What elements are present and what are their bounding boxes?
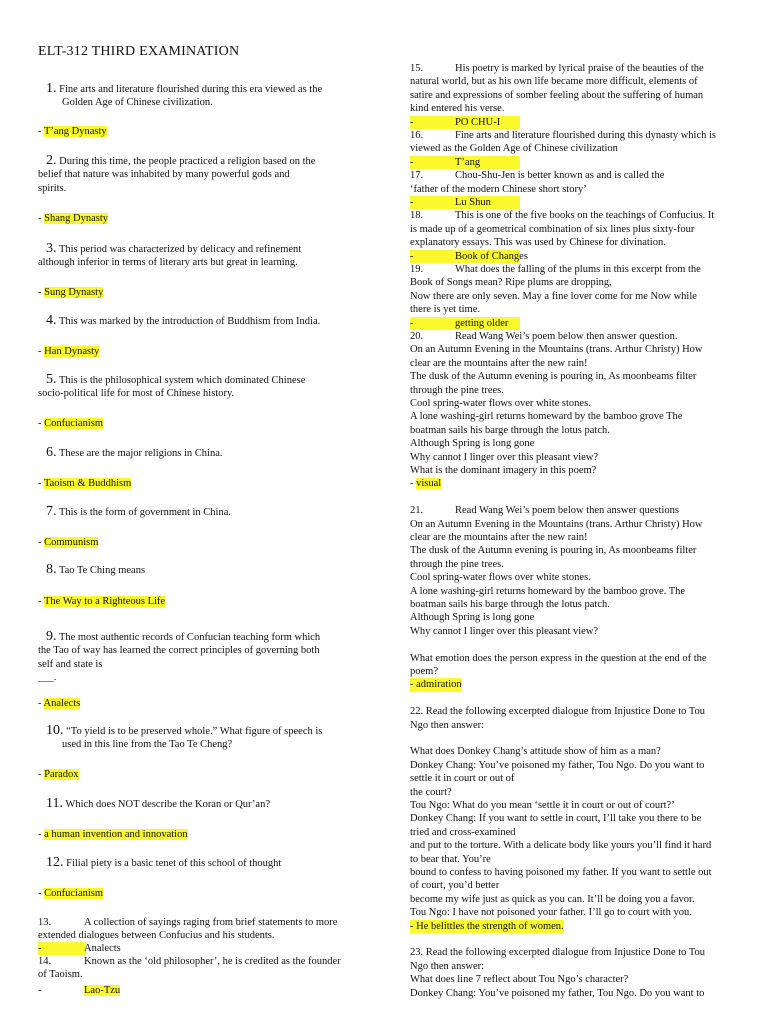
question-line: - admiration [410, 679, 462, 691]
answer-row [410, 250, 528, 263]
question-line: This is the philosophical system which dominated Chinese [58, 375, 306, 386]
question-line: and put to the torture. With a delicate body like yours you’ll find it hard [410, 840, 712, 852]
question-text [38, 82, 356, 96]
answer-dash: - [38, 769, 42, 780]
question-line: bound to confess to having poisoned my father. If you want to settle out [410, 867, 712, 878]
question-line: What does Donkey Chang’s attitude show of him as a man? [410, 746, 661, 758]
question-line: clear are the mountains after the new rain! [410, 532, 588, 543]
question-item [38, 373, 356, 401]
question-line: 23. Read the following excerpted dialogue from Injustice Done to Tou [410, 947, 706, 959]
answer-dash: - [38, 418, 42, 429]
question-line: satire and expressions of somber feeling about the suffering of human [410, 89, 704, 101]
answer-highlight: Confucianism [44, 418, 104, 429]
question-text [410, 62, 704, 75]
question-text [38, 505, 356, 519]
answer-dash: - [38, 213, 42, 224]
question-line: Fine arts and literature flourished during this era viewed as the [59, 84, 323, 95]
question-line: During this time, the people practiced a religion based on the [59, 156, 316, 167]
question-number: 5. [46, 372, 57, 387]
question-number: 16. [410, 130, 424, 141]
question-line: Cool spring-water flows over white stones. [410, 398, 591, 409]
question-item [38, 724, 356, 752]
question-line: viewed as the Golden Age of Chinese civilization [410, 143, 618, 155]
answer-row [38, 697, 80, 710]
question-line: This period was characterized by delicacy and refinement [58, 244, 302, 255]
answer-highlight: visual [416, 478, 442, 490]
question-line: kind entered his verse. [410, 103, 505, 115]
question-line: Read Wang Wei’s poem below then answer questions [455, 505, 679, 517]
question-line: What emotion does the person express in the question at the end of the [410, 652, 707, 664]
answer-highlight: Book of Changes [455, 250, 528, 262]
question-line: of court, you’d better [410, 880, 500, 892]
question-line: His poetry is marked by lyrical praise of the beauties of the [455, 63, 704, 74]
question-line: Read Wang Wei’s poem below then answer question. [455, 331, 678, 342]
answer-row [38, 212, 108, 225]
question-text [38, 916, 337, 929]
question-line: Fine arts and literature flourished during this dynasty which is [455, 130, 716, 141]
question-number: 4. [46, 313, 57, 328]
question-line: although inferior in terms of literary arts but great in learning. [38, 257, 298, 269]
answer-row [38, 828, 188, 841]
answer-highlight: Analects [43, 698, 81, 709]
question-line: Donkey Chang: You’ve poisoned my father, Tou Ngo. Do you want to [410, 987, 705, 999]
answer-highlight: PO CHU-I [455, 116, 501, 128]
question-line: of Taoism. [38, 969, 83, 980]
answer-highlight: Communism [44, 537, 99, 548]
question-line: natural world, but as his own life became more difficult, elements of [410, 76, 698, 88]
question-line: These are the major religions in China. [58, 448, 223, 459]
question-line: through the pine trees. [410, 384, 504, 396]
question-number: 8. [46, 562, 57, 577]
answer-dash: - [38, 346, 42, 357]
question-line: through the pine trees. [410, 558, 504, 570]
answer-dash: - [410, 156, 414, 168]
answer-row [38, 595, 165, 608]
question-line: explanatory essays. This was used by Chinese for divination. [410, 237, 666, 249]
answer-highlight: Lu Shun [455, 197, 491, 208]
question-item [38, 563, 356, 577]
answer-dash: - [38, 829, 42, 840]
question-line: Chou-Shu-Jen is better known as and is called the [455, 170, 665, 182]
answer-row [38, 477, 131, 490]
question-line: the Tao of way has learned the correct principles of governing both [38, 645, 320, 657]
answer-row [38, 417, 103, 430]
question-text [38, 314, 356, 328]
answer-dash: - [38, 126, 42, 137]
question-line: The most authentic records of Confucian teaching form which [58, 632, 321, 643]
question-line: Now there are only seven. May a fine lover come for me Now while [410, 290, 697, 302]
question-item [38, 797, 356, 811]
question-number: 6. [46, 445, 57, 460]
question-line: On an Autumn Evening in the Mountains (trans. Arthur Christy) How [410, 518, 703, 530]
question-line: - He belittles the strength of women. [410, 920, 564, 932]
question-item [38, 242, 356, 270]
answer-dash: - [38, 943, 42, 954]
answer-row [38, 984, 120, 997]
question-line: Book of Songs mean? Ripe plums are dropping, [410, 277, 612, 289]
answer-highlight: Shang Dynasty [44, 213, 108, 224]
question-text [38, 724, 356, 738]
answer-highlight: Confucianism [44, 888, 104, 899]
question-line: Why cannot I linger over this pleasant view? [410, 625, 599, 637]
question-line: spirits. [38, 182, 67, 194]
question-line: The dusk of the Autumn evening is pouring in, As moonbeams filter [410, 545, 697, 557]
answer-highlight: a human invention and innovation [44, 829, 188, 840]
question-number: 14. [38, 956, 52, 967]
question-number: 18. [410, 210, 424, 222]
question-line: The dusk of the Autumn evening is pouring in, As moonbeams filter [410, 371, 697, 383]
answer-dash: - [410, 116, 414, 128]
question-line: to bear that. You’re [410, 853, 491, 865]
question-number: 10. [46, 723, 64, 738]
question-number: 11. [46, 796, 63, 811]
question-line: tried and cross-examined [410, 826, 516, 838]
question-line: there is yet time. [410, 304, 480, 316]
question-line: the court? [410, 786, 452, 798]
question-line: extended dialogues between Confucius and his students. [38, 930, 275, 941]
question-line: self and state is [38, 658, 103, 670]
answer-highlight: Lao-Tzu [84, 985, 121, 996]
question-line: What does line 7 reflect about Tou Ngo’s character? [410, 974, 629, 986]
question-line: This was marked by the introduction of Buddhism from India. [58, 316, 321, 327]
question-line: A lone washing-girl returns homeward by the bamboo grove. The [410, 585, 686, 597]
answer-row [410, 116, 520, 129]
question-number: 20. [410, 331, 424, 342]
page-title: ELT-312 THIRD EXAMINATION [38, 44, 240, 59]
answer-dash: - [38, 985, 42, 996]
question-line: “To yield is to be preserved whole.” What figure of speech is [66, 726, 323, 737]
answer-dash: - [410, 478, 414, 490]
answer-row [38, 768, 79, 781]
question-item [38, 505, 356, 519]
question-text [38, 955, 341, 968]
answer-highlight: getting older [455, 317, 509, 329]
question-number: 12. [46, 855, 64, 870]
answer-row [410, 156, 520, 169]
question-text [38, 446, 356, 460]
answer-dash: - [410, 250, 414, 262]
question-text [410, 169, 664, 182]
answer-row [38, 286, 103, 299]
answer-highlight: T’ang [455, 156, 481, 168]
question-line: socio-political life for most of Chinese history. [38, 388, 235, 400]
answer-highlight: Analects [84, 943, 121, 954]
answer-highlight: Paradox [44, 769, 79, 780]
answer-row [38, 125, 107, 138]
answer-highlight: Taoism & Buddhism [43, 478, 132, 489]
answer-row [38, 887, 103, 900]
question-text [38, 630, 356, 644]
question-text [410, 504, 679, 517]
question-line: ‘father of the modern Chinese short story’ [410, 183, 587, 195]
question-line: become my wife just as quick as you can. It’ll be doing you a favor. [410, 893, 695, 905]
question-line: 22. Read the following excerpted dialogue from Injustice Done to Tou [410, 706, 706, 718]
question-line: Why cannot I linger over this pleasant view? [410, 451, 599, 463]
question-line: Donkey Chang: You’ve poisoned my father, Tou Ngo. Do you want to [410, 759, 705, 771]
question-line: clear are the mountains after the new rain! [410, 357, 588, 369]
question-line: Cool spring-water flows over white stones. [410, 572, 591, 584]
question-item [38, 82, 356, 110]
question-line: A lone washing-girl returns homeward by the bamboo grove The [410, 411, 683, 423]
question-text [410, 129, 716, 142]
answer-dash: - [38, 698, 42, 709]
question-line: What does the falling of the plums in this excerpt from the [455, 264, 701, 275]
answer-row [38, 536, 98, 549]
question-line: used in this line from the Tao Te Cheng? [62, 739, 233, 751]
question-item [38, 856, 356, 870]
question-line: Ngo then answer: [410, 960, 485, 972]
question-line: Tou Ngo: What do you mean ‘settle it in court or out of court?’ [410, 800, 675, 811]
question-line: Although Spring is long gone [410, 612, 535, 624]
question-text [38, 856, 356, 870]
question-line: boatman sails his barge through the lotus patch. [410, 424, 610, 436]
question-item [38, 154, 356, 195]
question-line: On an Autumn Evening in the Mountains (trans. Arthur Christy) How [410, 344, 703, 356]
question-line: Tao Te Ching means [58, 565, 146, 576]
answer-dash: - [410, 317, 414, 329]
answer-highlight: Sung Dynasty [44, 287, 104, 298]
answer-row [410, 477, 441, 490]
answer-row [38, 345, 99, 358]
question-line: This is the form of government in China. [58, 507, 231, 518]
question-line: Filial piety is a basic tenet of this school of thought [66, 858, 282, 869]
question-line: Ngo then answer: [410, 719, 485, 731]
question-number: 15. [410, 63, 424, 74]
answer-row [410, 196, 520, 209]
question-text [38, 154, 356, 168]
question-number: 2. [46, 153, 57, 168]
question-line: Although Spring is long gone [410, 438, 535, 450]
question-line: What is the dominant imagery in this poem? [410, 465, 597, 476]
question-line: This is one of the five books on the teachings of Confucius. It [455, 210, 715, 222]
answer-row [410, 317, 520, 330]
question-line: belief that nature was inhabited by many powerful gods and [38, 169, 290, 181]
question-text [410, 209, 714, 222]
answer-highlight: Han Dynasty [44, 346, 100, 357]
question-text [38, 563, 356, 577]
answer-dash: - [38, 478, 42, 489]
answer-dash: - [38, 888, 42, 899]
question-number: 3. [46, 241, 57, 256]
question-item [38, 314, 356, 328]
question-text [410, 330, 677, 343]
question-text [38, 373, 356, 387]
question-line: Golden Age of Chinese civilization. [62, 97, 213, 109]
question-line: Donkey Chang: If you want to settle in court, I’ll take you there to be [410, 813, 702, 825]
question-number: 1. [46, 81, 57, 96]
question-text [38, 797, 356, 811]
question-number: 17. [410, 170, 424, 182]
question-number: 7. [46, 504, 57, 519]
question-line: settle it in court or out of [410, 773, 515, 785]
question-text [410, 263, 701, 276]
question-line: Which does NOT describe the Koran or Qur’an? [65, 799, 271, 810]
answer-highlight: The Way to a Righteous Life [43, 596, 166, 607]
question-line: ___. [38, 672, 57, 684]
answer-dash: - [38, 596, 42, 607]
question-item [38, 446, 356, 460]
answer-dash: - [38, 537, 42, 548]
question-line: is made up of a geometrical combination of six lines plus sixty-four [410, 223, 695, 235]
question-item [38, 630, 356, 685]
question-number: 13. [38, 917, 52, 928]
question-number: 9. [46, 629, 57, 644]
question-line: boatman sails his barge through the lotus patch. [410, 599, 610, 610]
question-number: 21. [410, 505, 424, 517]
answer-dash: - [410, 197, 414, 208]
answer-highlight: T’ang Dynasty [43, 126, 107, 137]
answer-dash: - [38, 287, 42, 298]
answer-row [38, 942, 121, 955]
question-line: Tou Ngo: I have not poisoned your father. I’ll go to court with you. [410, 907, 692, 919]
question-line: Known as the ‘old philosopher’, he is credited as the founder [84, 956, 341, 967]
question-text [38, 242, 356, 256]
question-line: A collection of sayings raging from brief statements to more [84, 917, 338, 928]
question-number: 19. [410, 264, 424, 275]
question-line: poem? [410, 666, 438, 677]
